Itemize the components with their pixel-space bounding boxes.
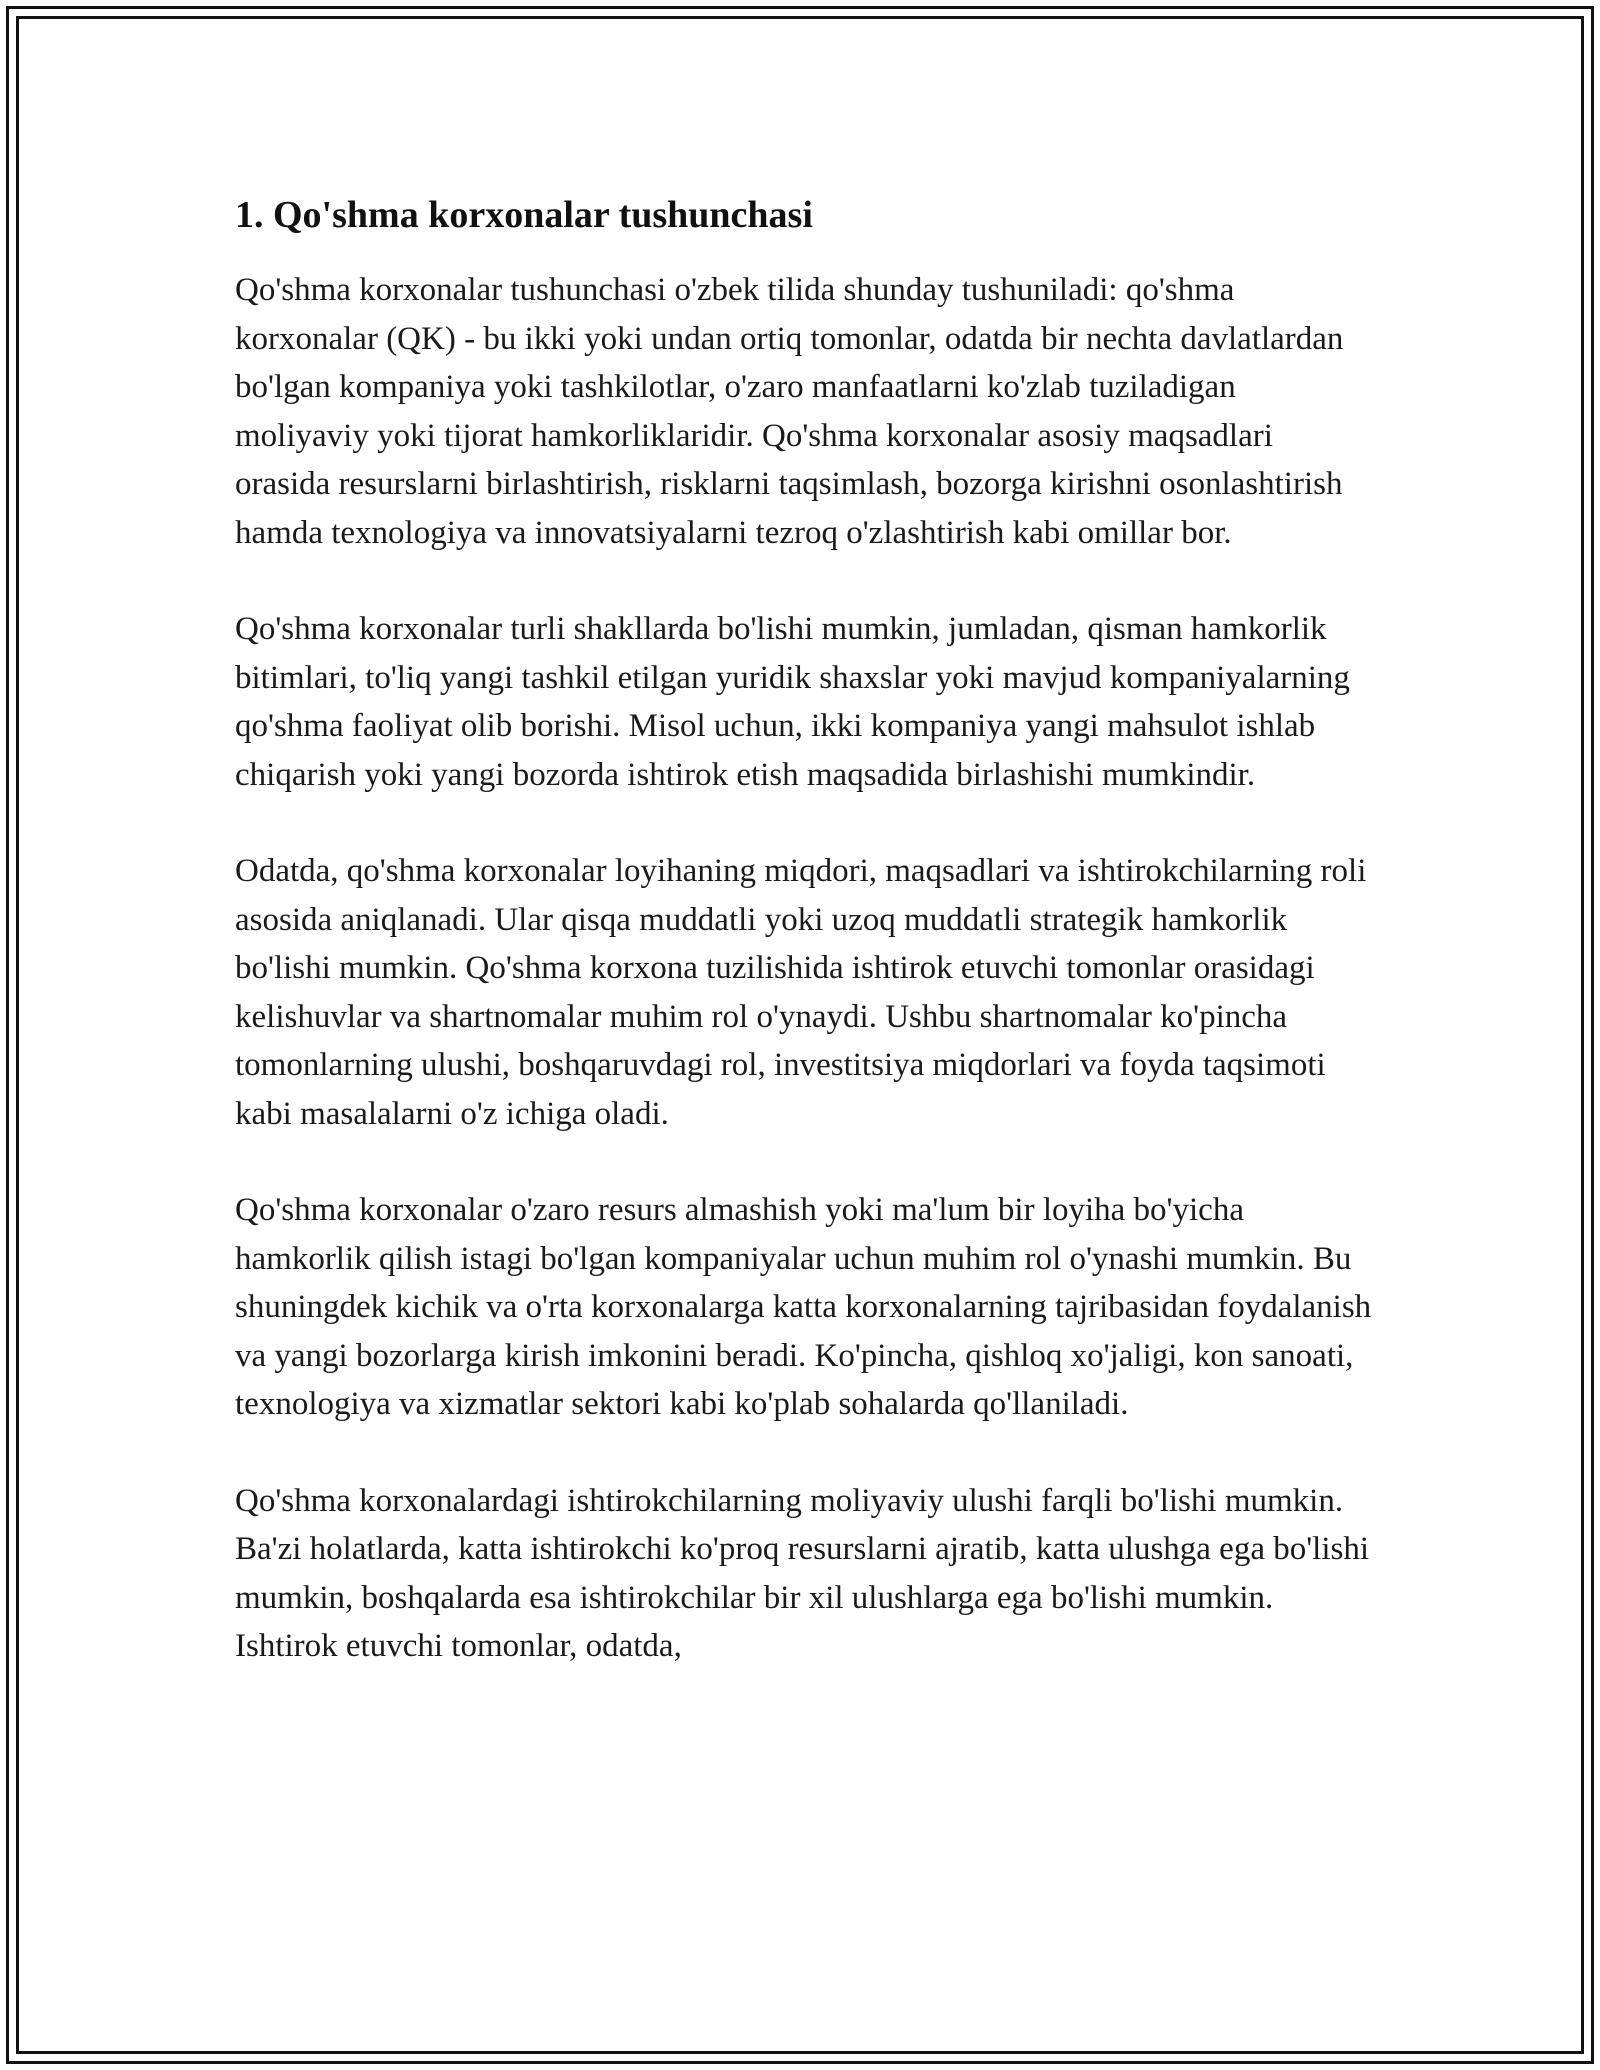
paragraph-5: Qo'shma korxonalardagi ishtirokchilarning moliyaviy ulushi farqli bo'lishi mumkin. Ba'zi holatlarda, katta ishtirokchi ko'proq resurslarni ajratib, katta ulushga ega bo'lishi mumkin, boshqalarda esa ishtirokchilar bir xil ulushlarga ega bo'lishi mumkin. Ishtirok etuvchi tomonlar, odatda, (235, 1482, 1370, 1664)
paragraph-4: Qo'shma korxonalar o'zaro resurs almashish yoki ma'lum bir loyiha bo'yicha hamkorlik qilish istagi bo'lgan kompaniyalar uchun muhim rol o'ynashi mumkin. Bu shuningdek kichik va o'rta korxonalarga katta korxonalarning tajribasidan foydalanish va yangi bozorlarga kirish imkonini beradi. Ko'pincha, qishloq xo'jaligi, kon sanoati, texnologiya va xizmatlar sektori kabi ko'plab sohalarda qo'llaniladi. (235, 1192, 1372, 1422)
section-heading: 1. Qo'shma korxonalar tushunchasi (235, 194, 813, 236)
document-body (235, 190, 1375, 1719)
paragraph-1: Qo'shma korxonalar tushunchasi o'zbek tilida shunday tushuniladi: qo'shma korxonalar (QK) - bu ikki yoki undan ortiq tomonlar, odatda bir nechta davlatlardan bo'lgan kompaniya yoki tashkilotlar, o'zaro manfaatlarni ko'zlab tuziladigan moliyaviy yoki tijorat hamkorliklaridir. Qo'shma korxonalar asosiy maqsadlari orasida resurslarni birlashtirish, risklarni taqsimlash, bozorga kirishni osonlashtirish hamda texnologiya va innovatsiyalarni tezroq o'zlashtirish kabi omillar bor. (235, 272, 1344, 551)
paragraph-3: Odatda, qo'shma korxonalar loyihaning miqdori, maqsadlari va ishtirokchilarning roli asosida aniqlanadi. Ular qisqa muddatli yoki uzoq muddatli strategik hamkorlik bo'lishi mumkin. Qo'shma korxona tuzilishida ishtirok etuvchi tomonlar orasidagi kelishuvlar va shartnomalar muhim rol o'ynaydi. Ushbu shartnomalar ko'pincha tomonlarning ulushi, boshqaruvdagi rol, investitsiya miqdorlari va foyda taqsimoti kabi masalalarni o'z ichiga oladi. (235, 853, 1367, 1132)
paragraph-2: Qo'shma korxonalar turli shakllarda bo'lishi mumkin, jumladan, qisman hamkorlik bitimlari, to'liq yangi tashkil etilgan yuridik shaxslar yoki mavjud kompaniyalarning qo'shma faoliyat olib borishi. Misol uchun, ikki kompaniya yangi mahsulot ishlab chiqarish yoki yangi bozorda ishtirok etish maqsadida birlashishi mumkindir. (235, 611, 1350, 793)
